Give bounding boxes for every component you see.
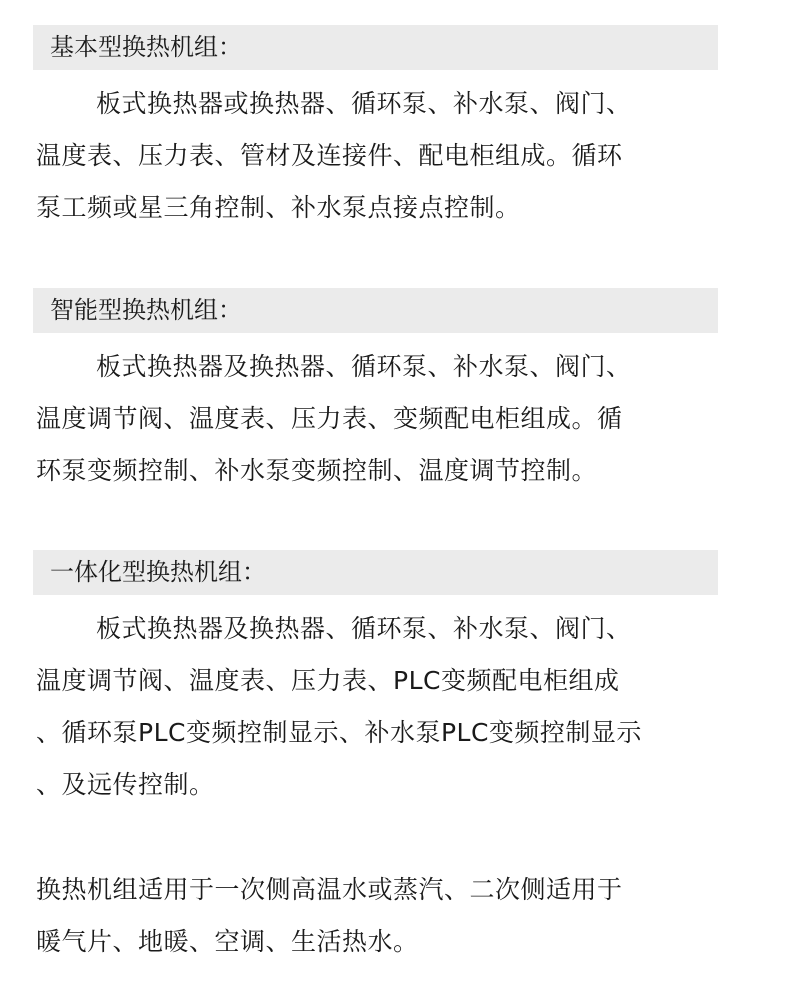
body-line: 换热机组适用于一次侧高温水或蒸汽、二次侧适用于 [36,875,623,904]
closing-paragraph [36,864,736,968]
body-line: 温度表、压力表、管材及连接件、配电柜组成。循环 [36,141,623,170]
section-title-basic: 基本型换热机组： [50,33,242,61]
section-title-integrated: 一体化型换热机组： [50,558,266,586]
body-line: 温度调节阀、温度表、压力表、变频配电柜组成。循 [36,404,623,433]
section-body-basic [36,78,736,234]
body-line: 、及远传控制。 [36,770,215,799]
body-line: 板式换热器或换热器、循环泵、补水泵、阀门、 [96,89,632,118]
body-line: 、循环泵PLC变频控制显示、补水泵PLC变频控制显示 [36,718,642,747]
section-body-intelligent [36,341,736,497]
body-line: 环泵变频控制、补水泵变频控制、温度调节控制。 [36,456,598,485]
body-line: 暖气片、地暖、空调、生活热水。 [36,927,419,956]
body-line: 泵工频或星三角控制、补水泵点接点控制。 [36,193,521,222]
section-header-intelligent [33,288,718,333]
section-header-basic [33,25,718,70]
body-line: 板式换热器及换热器、循环泵、补水泵、阀门、 [96,614,632,643]
body-line: 板式换热器及换热器、循环泵、补水泵、阀门、 [96,352,632,381]
section-header-integrated [33,550,718,595]
section-body-integrated [36,603,736,811]
section-title-intelligent: 智能型换热机组： [50,296,242,324]
body-line: 温度调节阀、温度表、压力表、PLC变频配电柜组成 [36,666,620,695]
